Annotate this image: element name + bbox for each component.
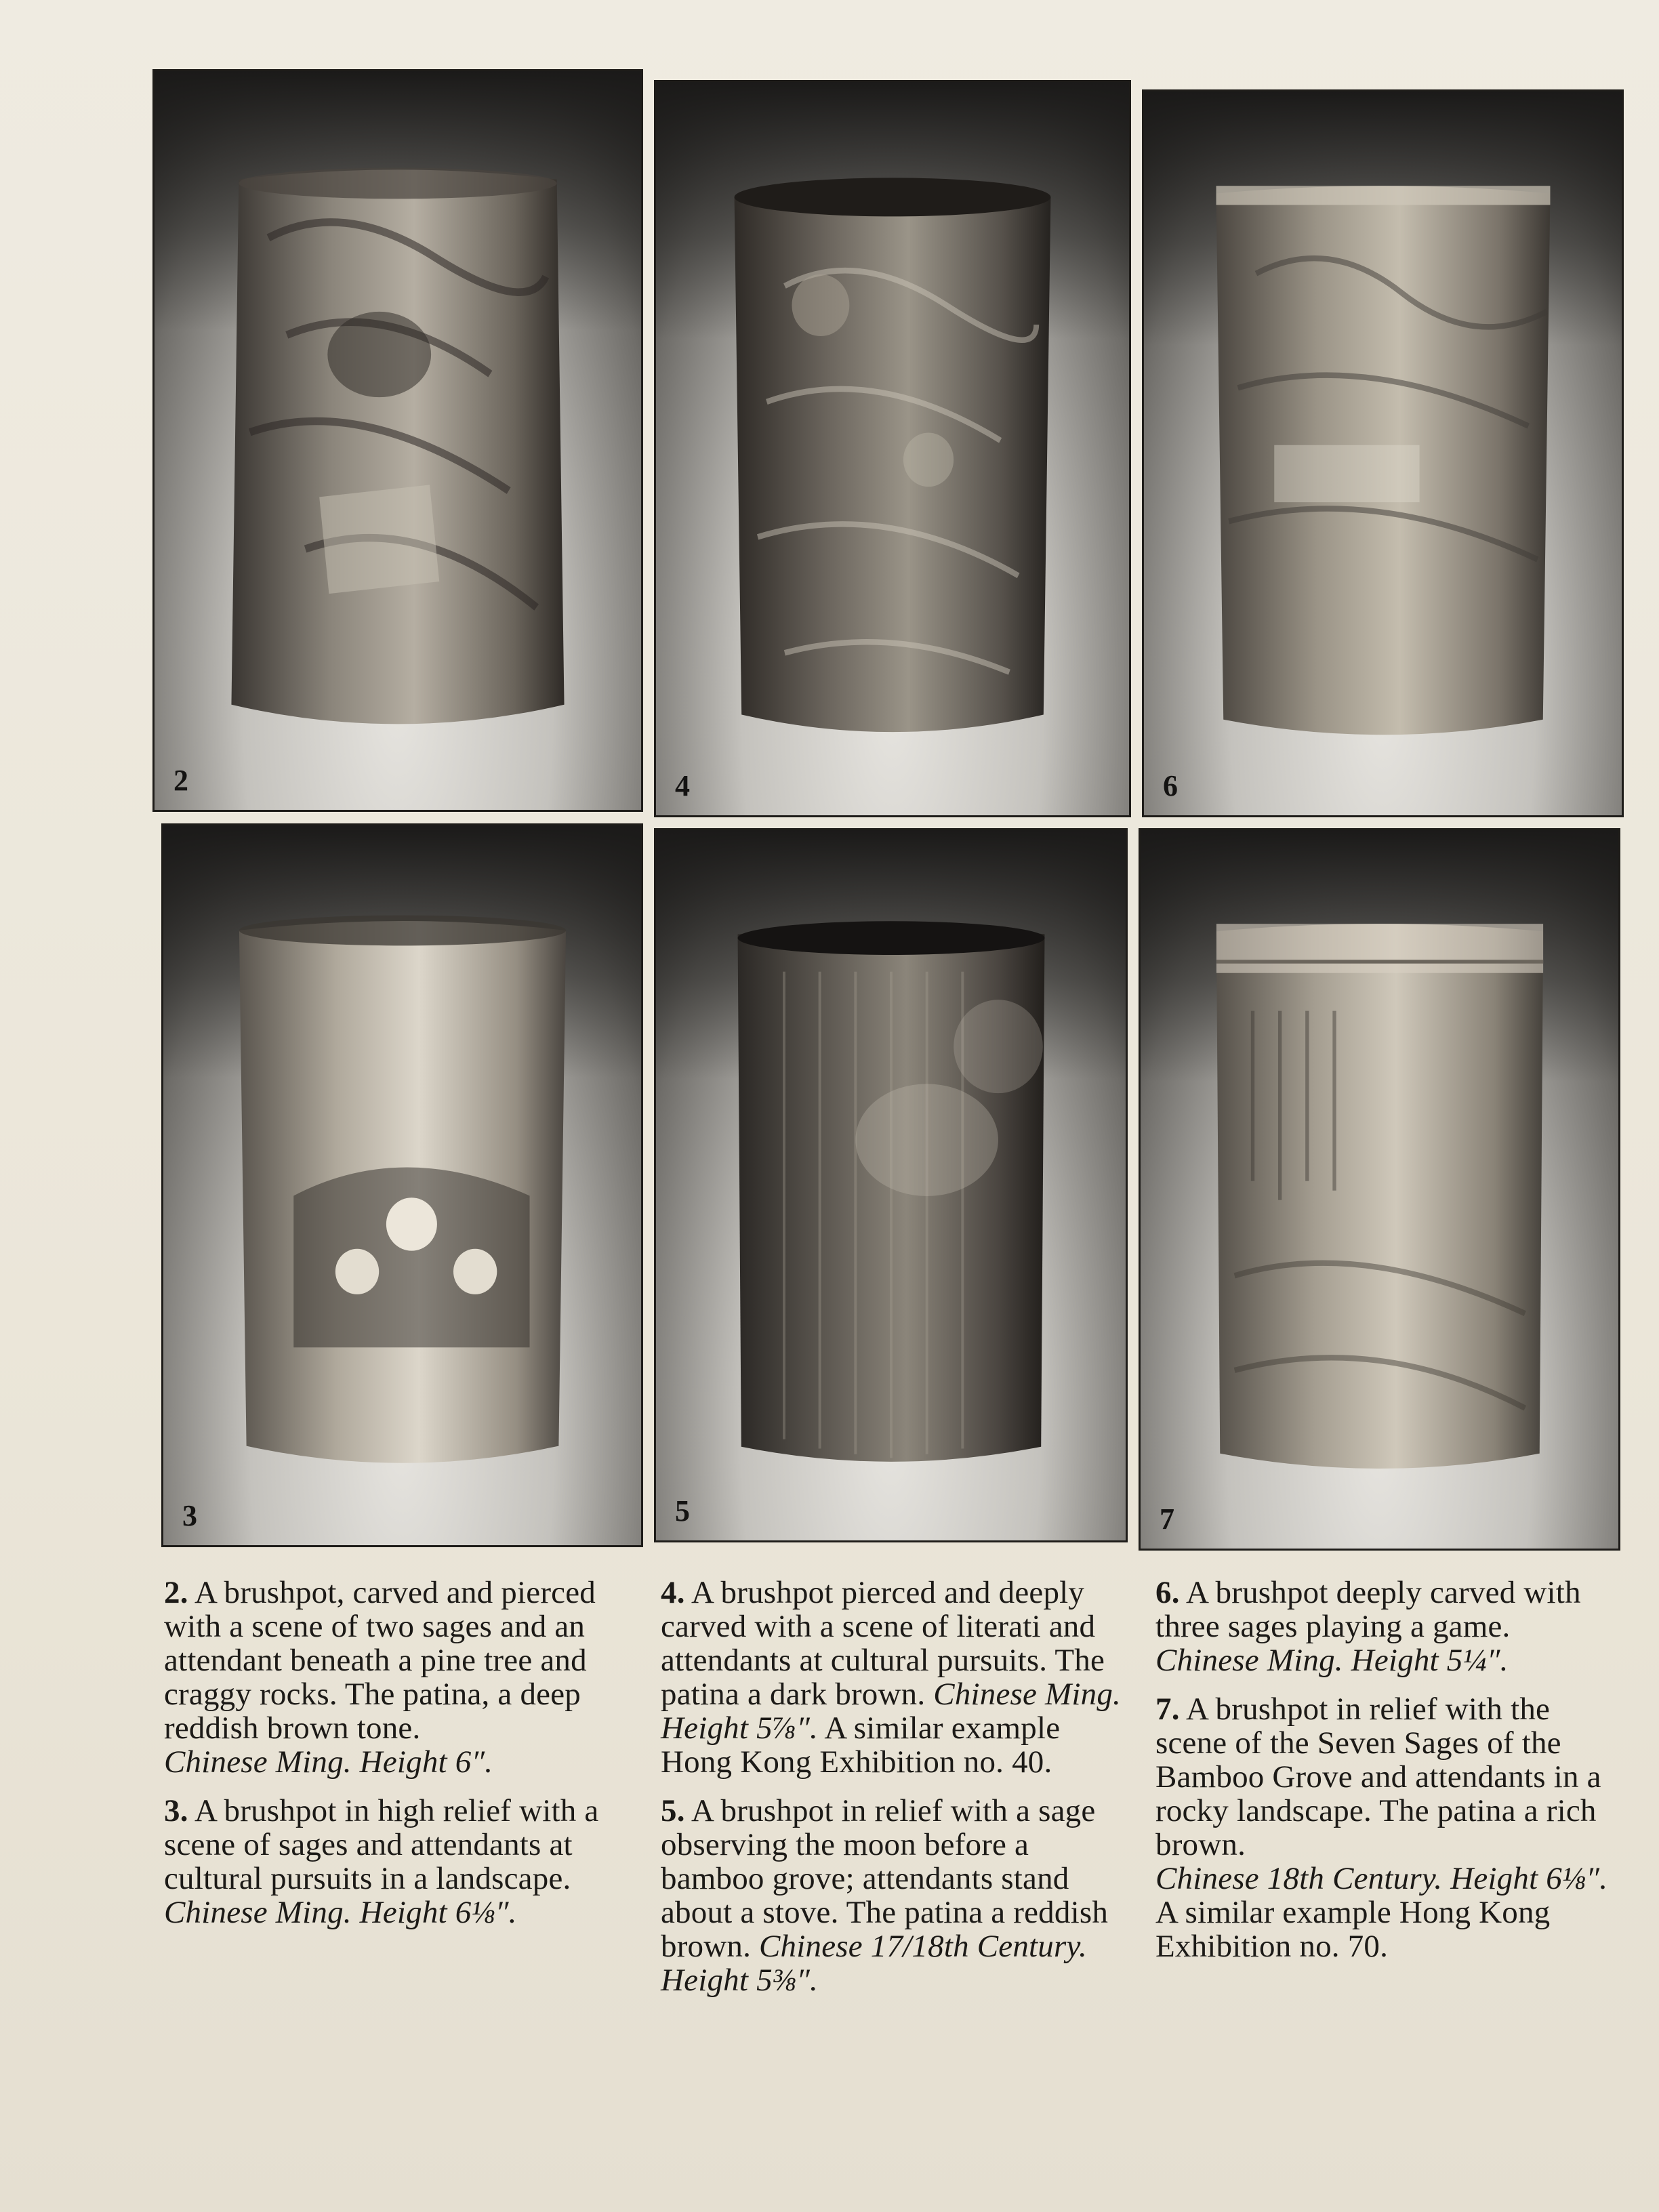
plate-number: 3 xyxy=(182,1499,197,1532)
brushpot-photo xyxy=(713,170,1072,750)
caption-6: 6. A brushpot deeply carved with three sages playing a game. Chinese Ming. Height 5¼″. xyxy=(1155,1575,1581,1678)
brushpot-photo xyxy=(1202,178,1565,750)
plate-number: 7 xyxy=(1160,1502,1174,1536)
brushpot-photo xyxy=(1198,916,1561,1483)
brushpot-photo xyxy=(213,160,583,743)
plate-5 xyxy=(654,828,1128,1542)
caption-2: 2. A brushpot, carved and pierced with a scene of two sages and an attendant beneath a pine tree and craggy rocks. The patina, a deep reddish brown tone. Chinese Ming. Height 6″. xyxy=(164,1575,596,1780)
caption-column-middle xyxy=(661,1576,1128,2012)
caption-column-left xyxy=(164,1576,632,1944)
plate-4 xyxy=(654,80,1131,817)
brushpot-photo xyxy=(712,916,1069,1477)
plate-number: 2 xyxy=(173,764,188,797)
caption-5: 5. A brushpot in relief with a sage observing the moon before a bamboo grove; attendants stand about a stove. The patina a reddish brown. Chinese 17/18th Century. Height 5⅜″. xyxy=(661,1793,1109,1998)
plate-3 xyxy=(161,823,643,1547)
plate-number: 6 xyxy=(1163,769,1178,802)
caption-7: 7. A brushpot in relief with the scene of the Seven Sages of the Bamboo Grove and attendants in a rocky landscape. The patina a rich brown. Chinese 18th Century. Height 6⅛″. A similar example Hong Kong Exhibition no. 70. xyxy=(1155,1692,1608,1964)
plate-6 xyxy=(1142,89,1624,817)
plate-number: 5 xyxy=(675,1494,690,1528)
brushpot-photo xyxy=(221,912,584,1480)
caption-4: 4. A brushpot pierced and deeply carved with a scene of literati and attendants at cultural pursuits. The patina a dark brown. Chinese Ming. Height 5⅞″. A similar example Hong Kong Exhibition no. 40. xyxy=(661,1575,1121,1780)
plate-number: 4 xyxy=(675,769,690,802)
plate-7 xyxy=(1139,828,1620,1551)
plate-2 xyxy=(152,69,643,812)
caption-column-right xyxy=(1155,1576,1623,1978)
caption-3: 3. A brushpot in high relief with a scene of sages and attendants at cultural pursuits in a landscape. Chinese Ming. Height 6⅛″. xyxy=(164,1793,599,1930)
